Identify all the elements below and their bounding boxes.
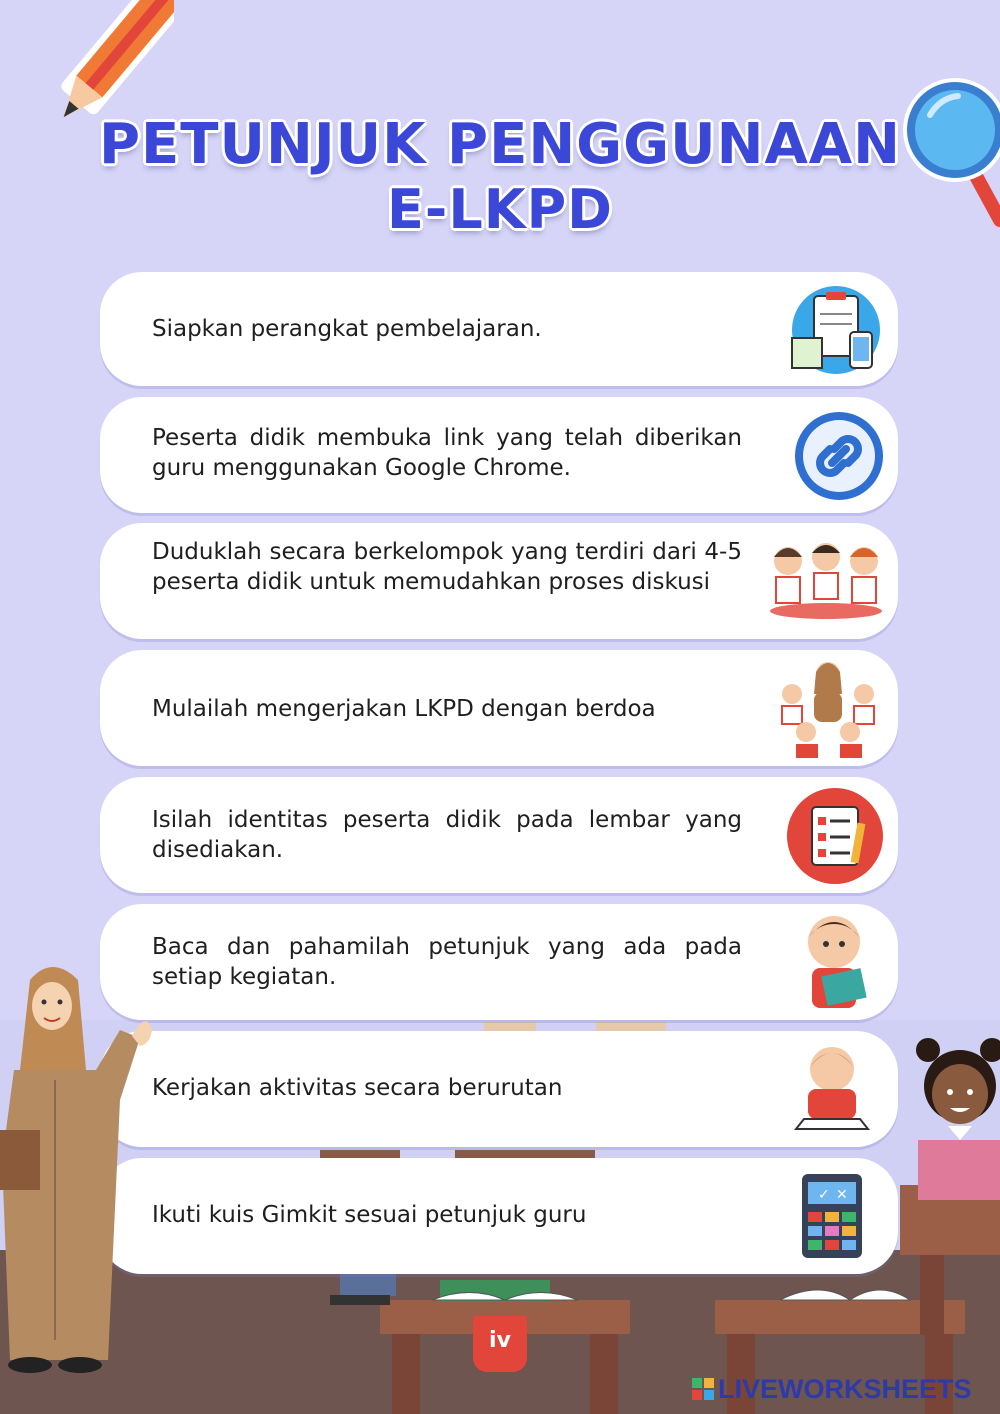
link-icon [794,411,884,501]
page-title-line-1: PETUNJUK PENGGUNAAN [98,112,901,177]
step-card-1 [100,272,898,386]
step-text-2: Peserta didik membuka link yang telah diberikan guru menggunakan Google Chrome. [152,425,742,481]
step-card-8 [100,1158,898,1274]
student-group-icon [764,535,888,625]
step-text-7: Kerjakan aktivitas secara berurutan [152,1075,563,1101]
step-card-6 [100,904,898,1020]
reading-child-icon [794,910,874,1016]
praying-students-icon [776,654,880,762]
clipboard-phone-icon [774,282,898,376]
student-girl-illustration [900,1030,1000,1210]
step-text-1: Siapkan perangkat pembelajaran. [152,316,542,342]
step-card-3 [100,523,898,639]
liveworksheets-brand [692,1374,972,1405]
svg-text:✕: ✕ [836,1187,848,1203]
brand-text: LIVEWORKSHEETS [718,1374,972,1404]
page-title-line-2: E-LKPD [387,178,613,241]
form-sheet-icon [786,787,884,885]
writing-child-icon [790,1039,874,1139]
step-text-6: Baca dan pahamilah petunjuk yang ada pada setiap kegiatan. [152,934,742,990]
step-text-3: Duduklah secara berkelompok yang terdiri dari 4-5 peserta didik untuk memudahkan proses diskusi [152,539,742,595]
step-card-2 [100,397,898,513]
step-text-4: Mulailah mengerjakan LKPD dengan berdoa [152,696,656,722]
step-card-5 [100,777,898,893]
pencil-icon [24,0,174,150]
step-card-7 [100,1031,898,1147]
liveworksheets-badge: iv [473,1316,527,1372]
teacher-illustration [0,960,160,1380]
svg-text:✓: ✓ [818,1187,830,1203]
step-text-5: Isilah identitas peserta didik pada lembar yang disediakan. [152,807,742,863]
quiz-tablet-icon [800,1172,864,1260]
magnifier-icon [900,70,1000,240]
liveworksheets-logo-icon [692,1378,714,1400]
step-text-8: Ikuti kuis Gimkit sesuai petunjuk guru [152,1202,587,1228]
step-card-4 [100,650,898,766]
